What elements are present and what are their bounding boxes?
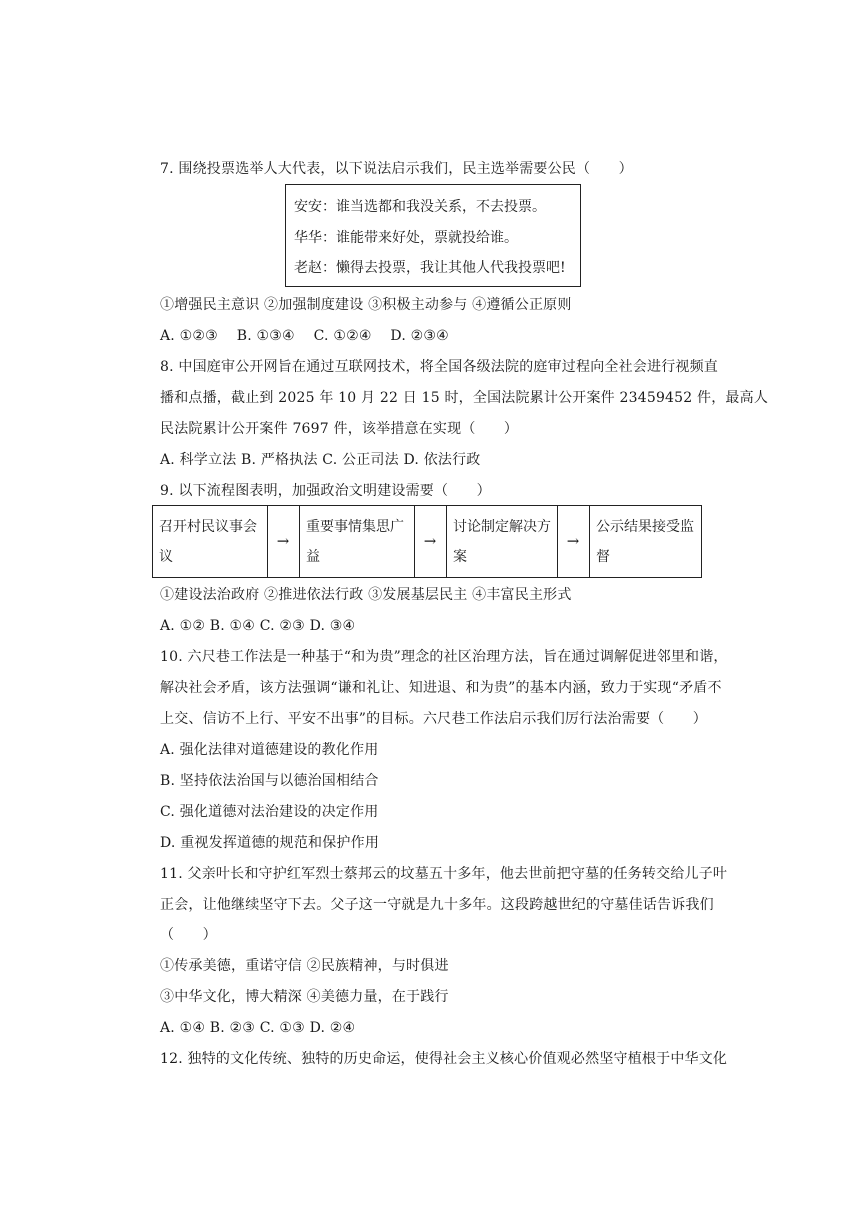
flow-step-1-line-1: 召开村民议事会	[159, 519, 257, 535]
q7-options: A. ①②③ B. ①③④ C. ①②④ D. ②③④	[160, 328, 449, 344]
flow-step-3-line-1: 讨论制定解决方	[453, 519, 551, 535]
q10-option-d: D. 重视发挥道德的规范和保护作用	[160, 835, 380, 851]
q8-line-1: 8. 中国庭审公开网旨在通过互联网技术，将全国各级法院的庭审过程向全社会进行视频直	[160, 359, 719, 375]
q11-line-2: 正会，让他继续坚守下去。父子这一守就是九十多年。这段跨越世纪的守墓佳话告诉我们	[160, 897, 714, 913]
q7-quote-3: 老赵：懒得去投票，我让其他人代我投票吧!	[294, 260, 566, 276]
q12-line-1: 12. 独特的文化传统、独特的历史命运，使得社会主义核心价值观必然坚守植根于中华文化	[160, 1051, 728, 1067]
q8-line-2: 播和点播，截止到 2025 年 10 月 22 日 15 时，全国法院累计公开案件 23459452 件，最高人	[160, 390, 769, 406]
flow-arrow-icon: →	[566, 532, 580, 550]
flow-step-1-line-2: 议	[159, 549, 173, 565]
q10-option-a: A. 强化法律对道德建设的教化作用	[160, 742, 379, 758]
q8-line-3: 民法院累计公开案件 7697 件，该举措意在实现（ ）	[160, 421, 519, 437]
q11-line-3: （ ）	[160, 927, 217, 943]
flow-step-2-line-1: 重要事情集思广	[306, 519, 404, 535]
flow-step-4-line-2: 督	[596, 549, 610, 565]
q9-stem: 9. 以下流程图表明，加强政治文明建设需要（ ）	[160, 483, 491, 499]
flow-arrow-icon: →	[276, 532, 290, 550]
q10-option-b: B. 坚持依法治国与以德治国相结合	[160, 773, 379, 789]
q7-quote-1: 安安：谁当选都和我没关系，不去投票。	[294, 199, 546, 215]
q7-stem: 7. 围绕投票选举人大代表，以下说法启示我们，民主选举需要公民（ ）	[160, 161, 633, 177]
q11-items-1: ①传承美德，重诺守信 ②民族精神，与时俱进	[160, 958, 449, 974]
flow-step-4-line-1: 公示结果接受监	[596, 519, 694, 535]
q9-options: A. ①② B. ①④ C. ②③ D. ③④	[160, 618, 356, 634]
flow-step-3	[447, 506, 557, 577]
q11-line-1: 11. 父亲叶长和守护红军烈士蔡邦云的坟墓五十多年，他去世前把守墓的任务转交给儿子叶	[160, 866, 728, 882]
flow-step-4	[590, 506, 702, 577]
q9-items: ①建设法治政府 ②推进依法行政 ③发展基层民主 ④丰富民主形式	[160, 587, 572, 603]
q10-option-c: C. 强化道德对法治建设的决定作用	[160, 804, 379, 820]
flow-step-2-line-2: 益	[306, 549, 320, 565]
q11-items-2: ③中华文化，博大精深 ④美德力量，在于践行	[160, 989, 449, 1005]
q7-items: ①增强民主意识 ②加强制度建设 ③积极主动参与 ④遵循公正原则	[160, 297, 572, 313]
flow-step-2	[300, 506, 414, 577]
q11-options: A. ①④ B. ②③ C. ①③ D. ②④	[160, 1020, 356, 1036]
q9-flowchart	[152, 505, 702, 578]
q10-line-3: 上交、信访不上行、平安不出事”的目标。六尺巷工作法启示我们厉行法治需要（ ）	[160, 711, 707, 727]
flow-arrow-icon: →	[423, 532, 437, 550]
q10-line-1: 10. 六尺巷工作法是一种基于“和为贵”理念的社区治理方法，旨在通过调解促进邻里和谐，	[160, 649, 728, 665]
q7-quote-2: 华华：谁能带来好处，票就投给谁。	[294, 230, 518, 246]
q7-quote-box	[285, 184, 581, 287]
q8-options: A. 科学立法 B. 严格执法 C. 公正司法 D. 依法行政	[160, 452, 481, 468]
flow-step-1	[153, 506, 267, 577]
q10-line-2: 解决社会矛盾，该方法强调“谦和礼让、知进退、和为贵”的基本内涵，致力于实现“矛盾不	[160, 680, 722, 696]
flow-step-3-line-2: 案	[453, 549, 467, 565]
